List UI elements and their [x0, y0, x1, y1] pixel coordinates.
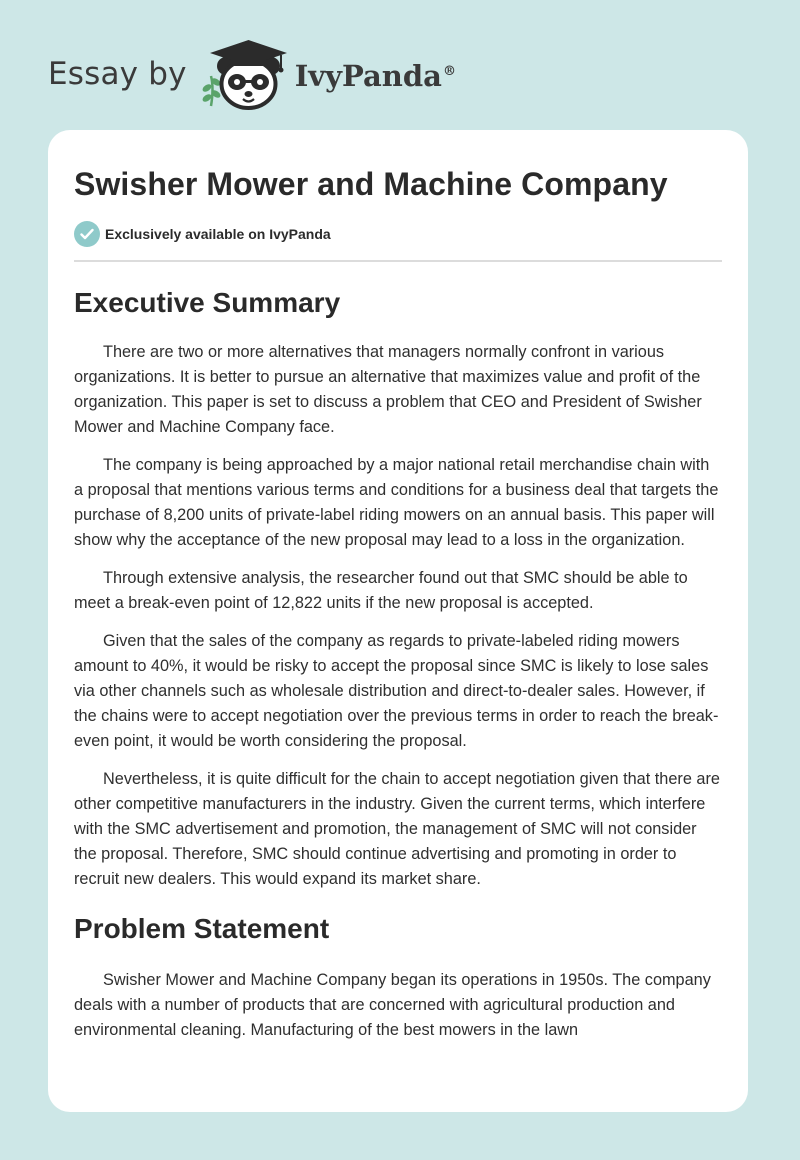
section-heading-executive-summary: Executive Summary — [74, 287, 341, 318]
brand-name: IvyPanda® — [294, 59, 456, 93]
site-header-brand[interactable] — [48, 34, 456, 114]
exclusive-badge — [74, 221, 722, 247]
check-icon — [74, 221, 100, 247]
section-heading-problem-statement: Problem Statement — [74, 913, 330, 944]
paragraph: Given that the sales of the company as regards to private-labeled riding mowers amount to 40%, it would be risky to accept the proposal since SMC is likely to lose sales via other channels such as wholesale distribution and direct-to-dealer sales. However, if the chains were to accept negotiation over the previous terms in order to reach the break-even point, it would be worth considering the proposal. — [74, 632, 719, 750]
essay-card — [48, 130, 748, 1112]
paragraph: There are two or more alternatives that managers normally confront in various organizations. It is better to pursue an alternative that maximizes value and profit of the organization. This paper is set to discuss a problem that CEO and President of Swisher Mower and Machine Company face. — [74, 343, 702, 436]
panda-logo-icon — [201, 36, 291, 112]
problem-statement-body — [74, 968, 722, 1043]
exclusive-badge-text: Exclusively available on IvyPanda — [105, 226, 331, 242]
brand-prefix: Essay by — [48, 56, 187, 92]
paragraph: The company is being approached by a major national retail merchandise chain with a proposal that mentions various terms and conditions for a business deal that targets the purchase of 8,200 units of private-label riding mowers on an annual basis. This paper will show why the acceptance of the new proposal may lead to a loss in the organization. — [74, 456, 719, 549]
paragraph: Through extensive analysis, the researcher found out that SMC should be able to meet a break-even point of 12,822 units if the new proposal is accepted. — [74, 569, 688, 612]
executive-summary-body — [74, 340, 722, 892]
title-divider — [74, 260, 722, 262]
paragraph: Swisher Mower and Machine Company began its operations in 1950s. The company deals with a number of products that are concerned with agricultural production and environmental cleaning. Manufacturing of the best mowers in the lawn — [74, 971, 711, 1039]
page-title: Swisher Mower and Machine Company — [74, 166, 668, 202]
paragraph: Nevertheless, it is quite difficult for the chain to accept negotiation given that there are other competitive manufacturers in the industry. Given the current terms, which interfere with the SMC advertisement and promotion, the management of SMC will not consider the proposal. Therefore, SMC should continue advertising and promoting in order to recruit new dealers. This would expand its market share. — [74, 770, 720, 888]
